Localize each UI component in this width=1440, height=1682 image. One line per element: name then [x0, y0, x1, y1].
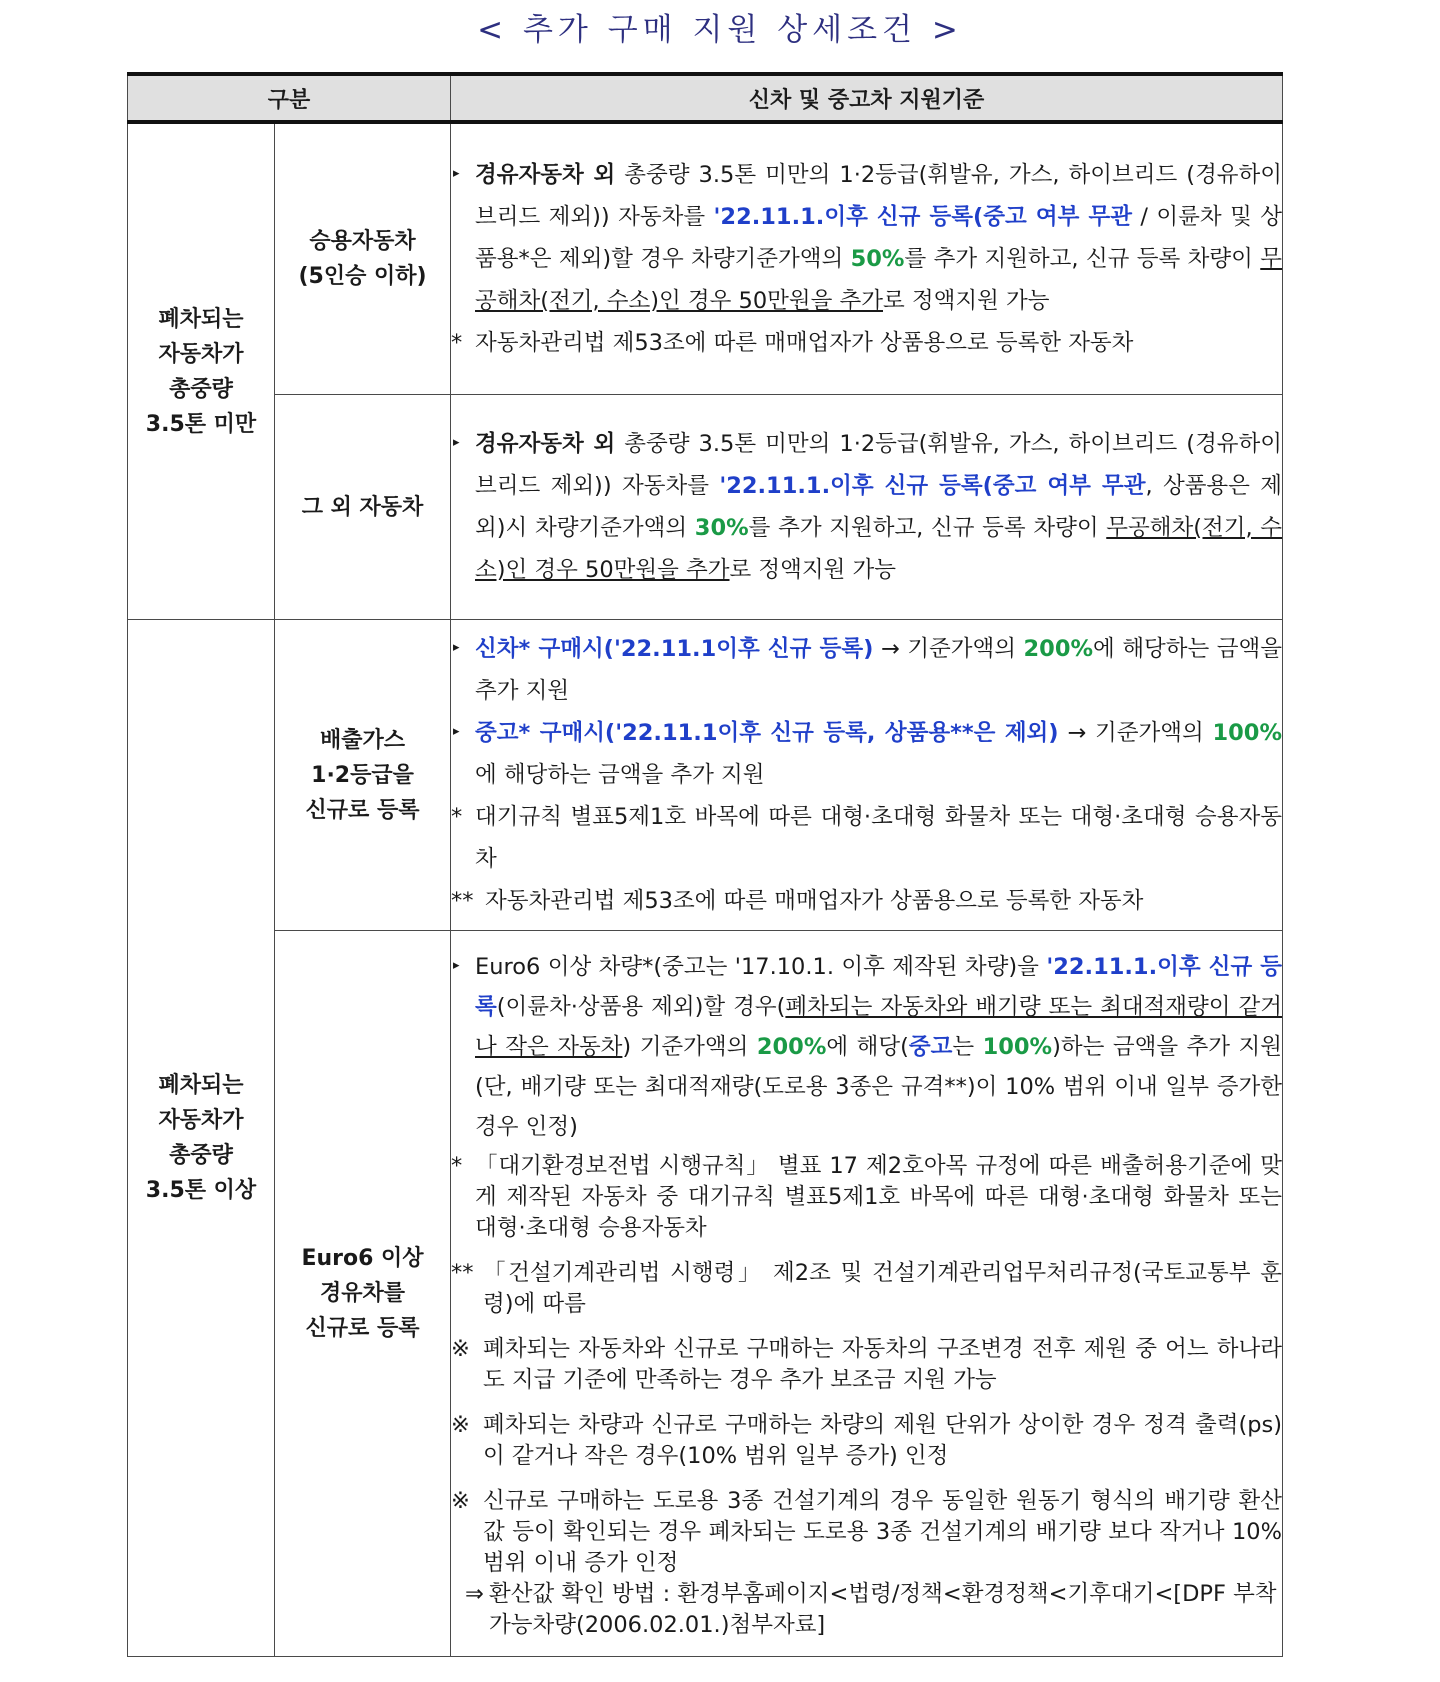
footnote: ** 「건설기계관리법 시행령」 제2조 및 건설기계관리업무처리규정(국토교통부 훈령)에 따름: [451, 1259, 1283, 1317]
table-row: [128, 395, 1283, 620]
header-criteria: 신차 및 중고차 지원기준: [451, 74, 1283, 122]
criteria-grade-1-2: [451, 620, 1283, 931]
group-label-over-3-5t: 폐차되는 자동차가 총중량 3.5톤 이상: [128, 620, 275, 1657]
criteria-bullet: ▸ Euro6 이상 차량*(중고는 '17.10.1. 이후 제작된 차량)을 '22.11.1.이후 신규 등록(이륜차·상품용 제외)할 경우(폐차되는 자동차와 배기량 또는 최대적재량이 같거나 작은 자동차) 기준가액의 200%에 해당(중고는 100%)하는 금액을 추가 지원(단, 배기량 또는 최대적재량(도로용 3종은 규격**)이 10% 범위 이내 일부 증가한 경우 인정): [451, 947, 1282, 1147]
conversion-method-note: ⇒ 환산값 확인 방법 : 환경부홈페이지<법령/정책<환경정책<기후대기<[DPF 부착가능차량(2006.02.01.)첨부자료]: [465, 1580, 1277, 1638]
criteria-passenger-car: [451, 122, 1283, 395]
reference-note: ※ 폐차되는 자동차와 신규로 구매하는 자동차의 구조변경 전후 제원 중 어느 하나라도 지급 기준에 만족하는 경우 추가 보조금 지원 가능: [451, 1335, 1283, 1393]
criteria-bullet-new: ▸ 신차* 구매시('22.11.1이후 신규 등록) → 기준가액의 200%에 해당하는 금액을 추가 지원: [451, 628, 1282, 712]
reference-note: ※ 신규로 구매하는 도로용 3종 건설기계의 경우 동일한 원동기 형식의 배기량 환산값 등이 확인되는 경우 폐차되는 도로용 3종 건설기계의 배기량 보다 작거나 10% 범위 이내 증가 인정: [451, 1487, 1283, 1576]
page-title: < 추가 구매 지원 상세조건 >: [477, 12, 963, 48]
header-category: 구분: [128, 74, 451, 122]
criteria-bullet-used: ▸ 중고* 구매시('22.11.1이후 신규 등록, 상품용**은 제외) → 기준가액의 100%에 해당하는 금액을 추가 지원: [451, 712, 1282, 796]
footnote: * 자동차관리법 제53조에 따른 매매업자가 상품용으로 등록한 자동차: [451, 330, 1134, 356]
arrow-icon: ⇒: [465, 1580, 484, 1607]
table-header-row: [128, 74, 1283, 122]
table-row: [128, 122, 1283, 395]
criteria-bullet: ▸ 경유자동차 외 총중량 3.5톤 미만의 1·2등급(휘발유, 가스, 하이브리드 (경유하이브리드 제외)) 자동차를 '22.11.1.이후 신규 등록(중고 여부 무관, 상품용은 제외)시 차량기준가액의 30%를 추가 지원하고, 신규 등록 차량이 무공해차(전기, 수소)인 경우 50만원을 추가로 정액지원 가능: [451, 423, 1282, 591]
criteria-euro6: [451, 931, 1283, 1657]
sub-label-other-vehicles: 그 외 자동차: [275, 395, 451, 620]
group-label-under-3-5t: 폐차되는 자동차가 총중량 3.5톤 미만: [128, 122, 275, 620]
footnote: * 대기규칙 별표5제1호 바목에 따른 대형·초대형 화물차 또는 대형·초대형 승용자동차: [451, 804, 1283, 872]
table-row: [128, 931, 1283, 1657]
sub-label-euro6: Euro6 이상 경유차를 신규로 등록: [275, 931, 451, 1657]
table-row: [128, 620, 1283, 931]
criteria-bullet: ▸ 경유자동차 외 총중량 3.5톤 미만의 1·2등급(휘발유, 가스, 하이브리드 (경유하이브리드 제외)) 자동차를 '22.11.1.이후 신규 등록(중고 여부 무관 / 이륜차 및 상품용*은 제외)할 경우 차량기준가액의 50%를 추가 지원하고, 신규 등록 차량이 무공해차(전기, 수소)인 경우 50만원을 추가로 정액지원 가능: [451, 154, 1282, 322]
footnote: * 「대기환경보전법 시행규칙」 별표 17 제2호아목 규정에 따른 배출허용기준에 맞게 제작된 자동차 중 대기규칙 별표5제1호 바목에 따른 대형·초대형 화물차 또는 대형·초대형 승용자동차: [451, 1152, 1283, 1241]
footnote: ** 자동차관리법 제53조에 따른 매매업자가 상품용으로 등록한 자동차: [451, 888, 1144, 914]
criteria-other-vehicles: [451, 395, 1283, 620]
sub-label-passenger-car: 승용자동차 (5인승 이하): [275, 122, 451, 395]
sub-label-grade-1-2: 배출가스 1·2등급을 신규로 등록: [275, 620, 451, 931]
reference-note: ※ 폐차되는 차량과 신규로 구매하는 차량의 제원 단위가 상이한 경우 정격 출력(ps)이 같거나 작은 경우(10% 범위 일부 증가) 인정: [451, 1411, 1283, 1469]
support-conditions-table: [127, 72, 1283, 1657]
